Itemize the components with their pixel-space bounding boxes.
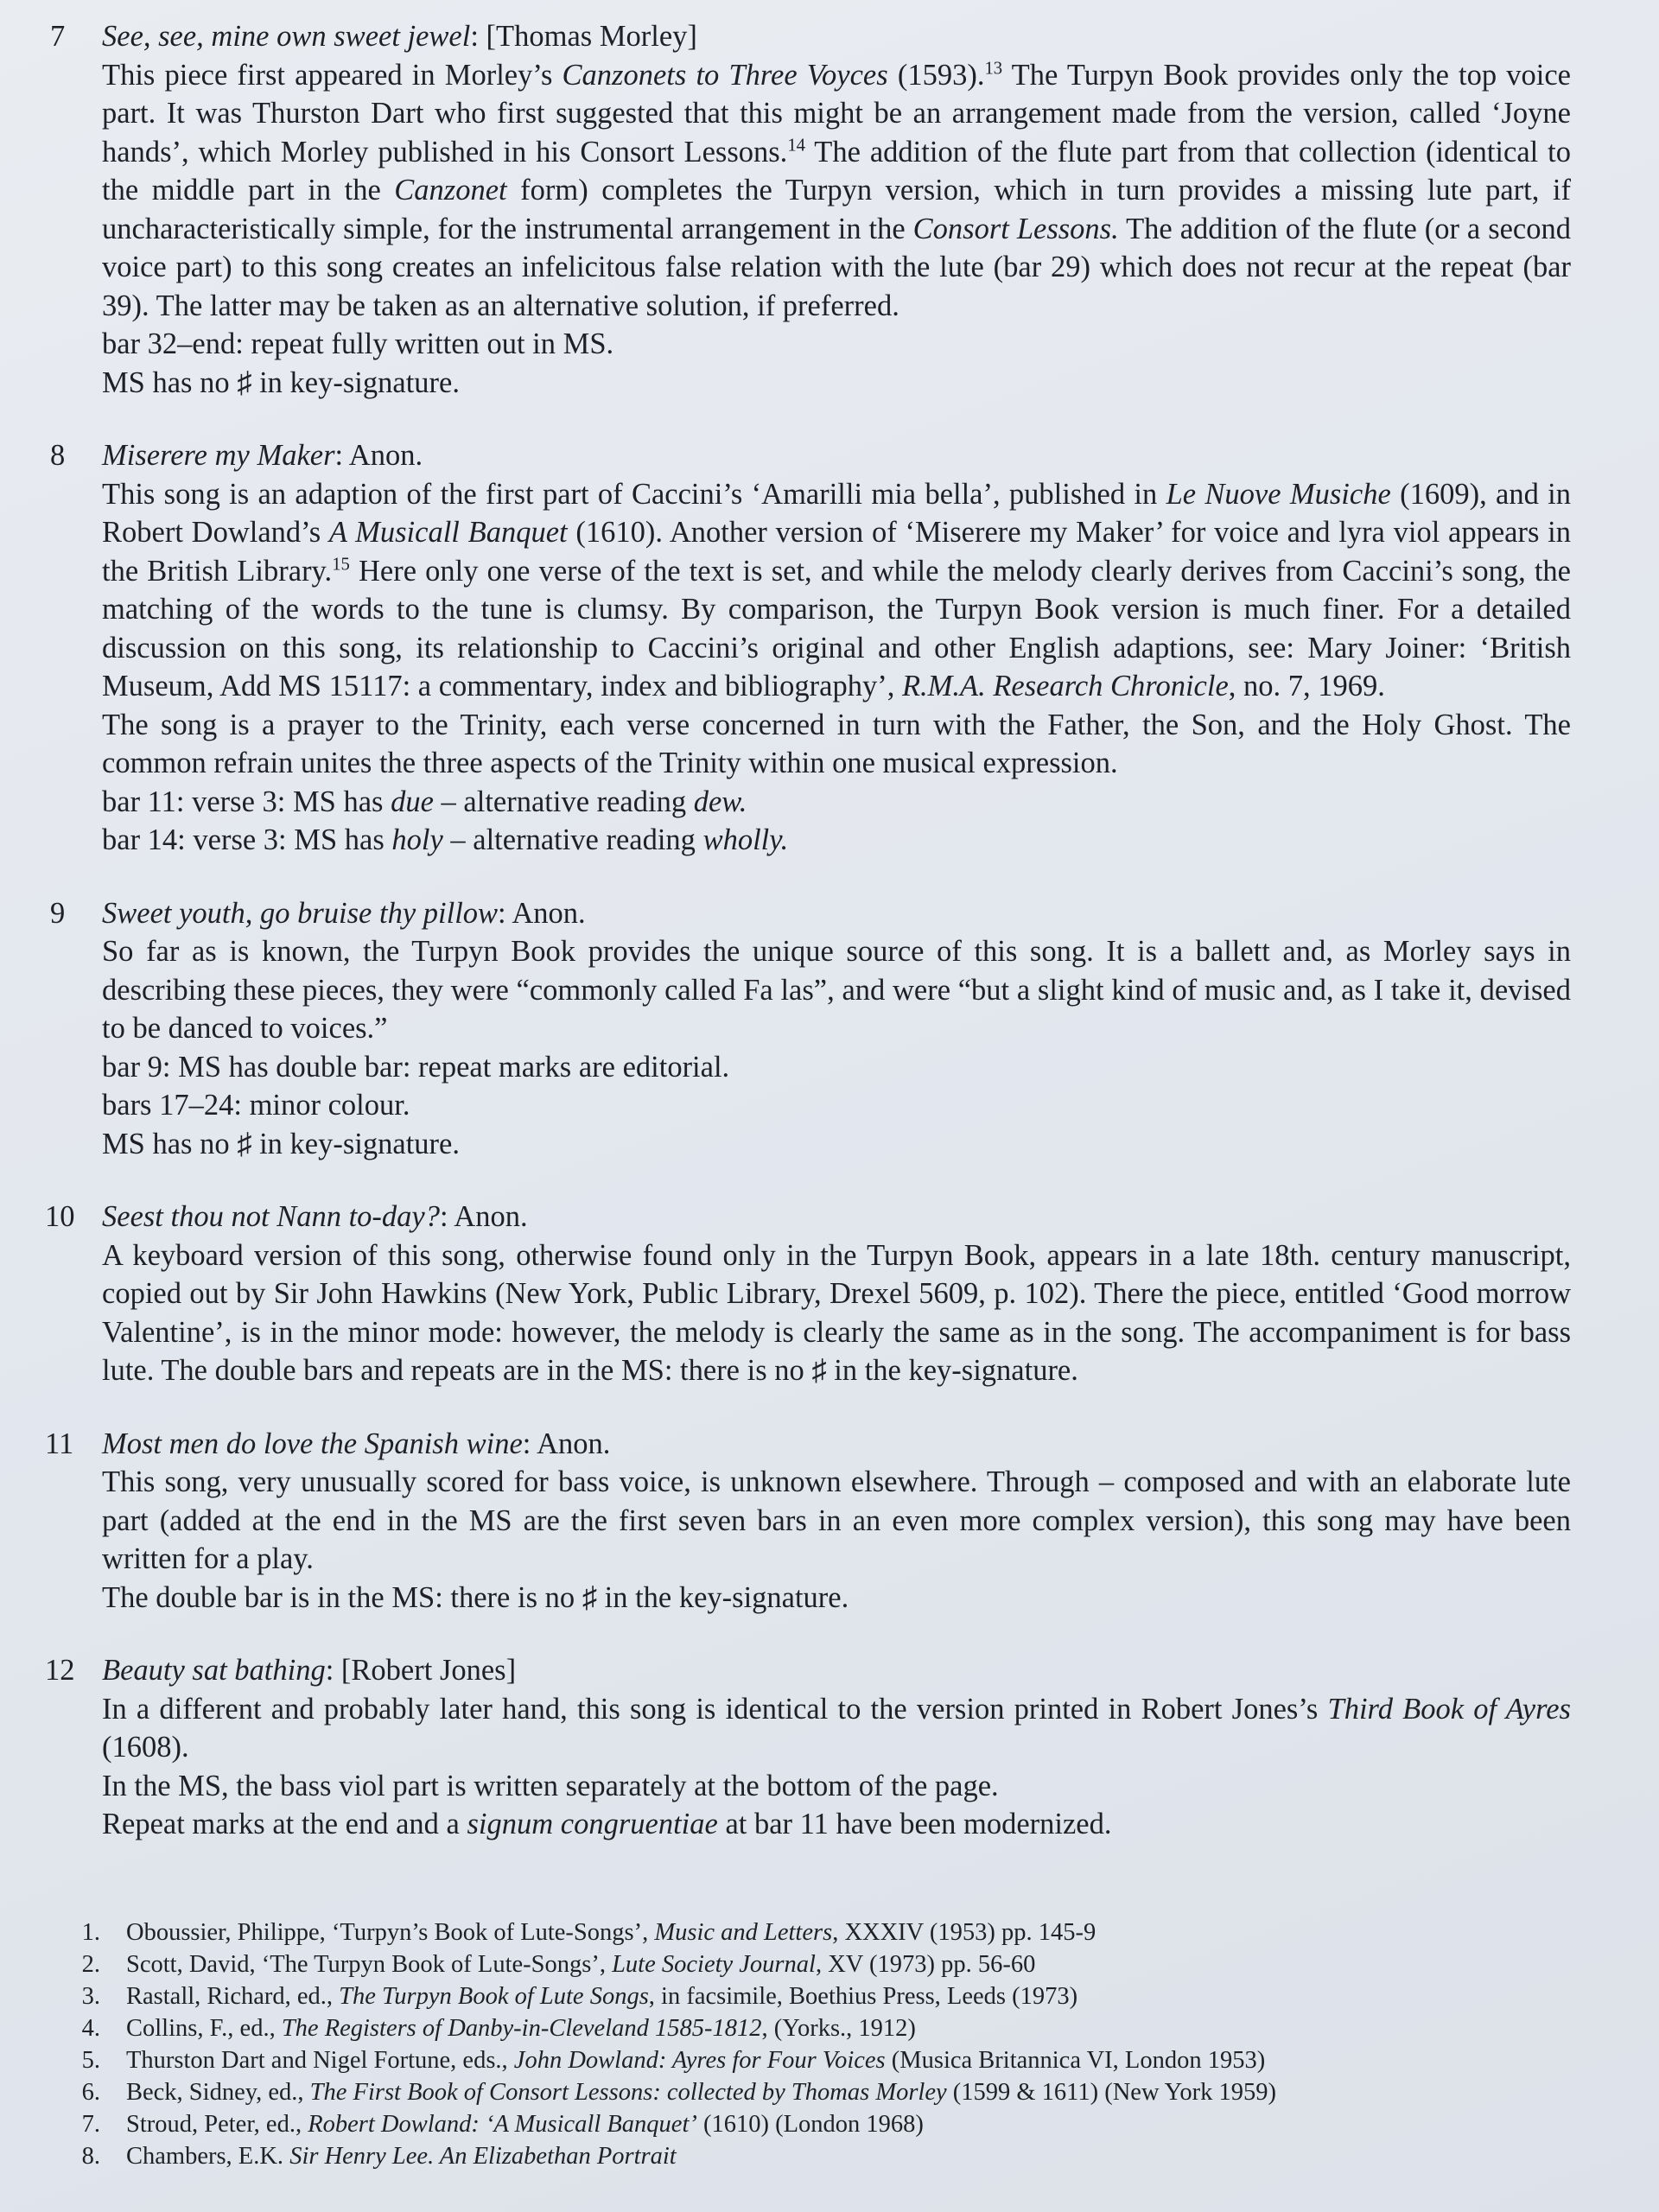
- song-title: Most men do love the Spanish wine: [102, 1427, 523, 1460]
- note-entry-10: [45, 1198, 1571, 1390]
- bar-note: MS has no ♯ in key-signature.: [102, 1127, 460, 1160]
- attribution: : [Robert Jones]: [325, 1654, 517, 1687]
- italic-text: Consort Lessons.: [912, 212, 1119, 245]
- entry-paragraph: In a different and probably later hand, this song is identical to the version printed in Robert Jones’s Third Book of Ayres (1608).: [102, 1692, 1571, 1764]
- song-title: Seest thou not Nann to-day?: [102, 1200, 440, 1233]
- entry-paragraph: This piece first appeared in Morley’s Canzonets to Three Voyces (1593).$^{13}$ The Turpyn Book provides only the top voice part. It was Thurston Dart who first suggested that this might be an arrangement made from the version, called ‘Joyne hands’, which Morley published in his Consort Lessons.$^{14}$ The addition of the flute part from that collection (identical to the middle part in the Canzonet form) completes the Turpyn version, which in turn provides a missing lute part, if uncharacteristically simple, for the instrumental arrangement in the Consort Lessons. The addition of the flute (or a second voice part) to this song creates an infelicitous false relation with the lute (bar 29) which does not recur at the repeat (bar 39). The latter may be taken as an alternative solution, if preferred.: [102, 58, 1571, 322]
- footnote-item: [69, 2076, 1400, 2108]
- italic-text: Music and Letters: [654, 1919, 833, 1946]
- note-entry-12: [45, 1651, 1571, 1844]
- footnote-text: Stroud, Peter, ed., Robert Dowland: ‘A Musicall Banquet’ (1610) (London 1968): [126, 2111, 924, 2138]
- entry-paragraph: This song, very unusually scored for bass voice, is unknown elsewhere. Through – composed and with an elaborate lute part (added at the end in the MS are the first seven bars in an even more complex version), this song may have been written for a play.: [102, 1465, 1571, 1575]
- italic-text: Le Nuove Musiche: [1166, 477, 1391, 511]
- entry-paragraph: This song is an adaption of the first part of Caccini’s ‘Amarilli mia bella’, published in Le Nuove Musiche (1609), and in Robert Dowland’s A Musicall Banquet (1610). Another version of ‘Miserere my Maker’ for voice and lyra viol appears in the British Library.$^{15}$ Here only one verse of the text is set, and while the melody clearly derives from Caccini’s song, the matching of the words to the tune is clumsy. By comparison, the Turpyn Book version is much finer. For a detailed discussion on this song, its relationship to Caccini’s original and other English adaptions, see: Mary Joiner: ‘British Museum, Add MS 15117: a commentary, index and bibliography’, R.M.A. Research Chronicle, no. 7, 1969.: [102, 477, 1572, 702]
- italic-text: Third Book of Ayres: [1327, 1692, 1571, 1726]
- italic-text: signum congruentiae: [467, 1808, 718, 1840]
- song-title: Sweet youth, go bruise thy pillow: [102, 896, 499, 930]
- footnote-text: Chambers, E.K. Sir Henry Lee. An Elizabethan Portrait: [126, 2143, 677, 2170]
- footnote-number: 2.: [81, 1951, 100, 1978]
- bar-note: bar 9: MS has double bar: repeat marks are editorial.: [102, 1050, 730, 1084]
- footnote-ref: 15: [332, 555, 350, 574]
- song-title: Miserere my Maker: [102, 439, 335, 472]
- entry-paragraph: A keyboard version of this song, otherwise found only in the Turpyn Book, appears in a late 18th. century manuscript, copied out by Sir John Hawkins (New York, Public Library, Drexel 5609, p. 102). There the piece, entitled ‘Good morrow Valentine’, is in the minor mode: however, the melody is clearly the same as in the song. The accompaniment is for bass lute. The double bars and repeats are in the MS: there is no ♯ in the key-signature.: [102, 1238, 1571, 1387]
- italic-text: The First Book of Consort Lessons: collected by Thomas Morley: [309, 2079, 947, 2106]
- entry-heading: [102, 436, 1571, 475]
- note-entry-9: [50, 894, 1571, 1164]
- bar-note: bars 17–24: minor colour.: [102, 1089, 410, 1122]
- entry-number: 11: [45, 1427, 74, 1460]
- entry-number: 9: [50, 896, 66, 930]
- footnote-item: [69, 2044, 1400, 2076]
- bar-note: MS has no ♯ in key-signature.: [102, 365, 460, 399]
- bar-note: bar 14: verse 3: MS has holy – alternative reading wholly.: [102, 823, 789, 856]
- italic-text: Robert Dowland: ‘A Musicall Banquet’: [308, 2111, 697, 2138]
- footnote-item: [69, 1980, 1400, 2012]
- italic-text: Canzonet: [394, 174, 507, 207]
- italic-text: wholly.: [702, 823, 789, 856]
- footnote-ref: 14: [787, 136, 805, 155]
- entry-heading: [102, 894, 1571, 933]
- italic-text: holy: [391, 823, 443, 856]
- italic-text: R.M.A. Research Chronicle: [901, 670, 1229, 702]
- entry-number: 8: [50, 439, 66, 472]
- footnote-number: 1.: [81, 1919, 100, 1946]
- footnote-text: Rastall, Richard, ed., The Turpyn Book of Lute Songs, in facsimile, Boethius Press, Leeds (1973): [126, 1983, 1078, 2010]
- notes-list: [45, 17, 1572, 1878]
- footnote-item: [69, 1916, 1400, 1948]
- entry-heading: [102, 17, 1571, 56]
- footnote-number: 5.: [81, 2047, 100, 2074]
- song-title: Beauty sat bathing: [102, 1654, 326, 1687]
- footnotes: [69, 1916, 1400, 2172]
- entry-paragraph: The song is a prayer to the Trinity, each verse concerned in turn with the Father, the Son, and the Holy Ghost. The common refrain unites the three aspects of the Trinity within one musical expression.: [102, 708, 1571, 779]
- italic-text: due: [391, 785, 434, 818]
- footnote-number: 8.: [81, 2143, 100, 2170]
- entry-number: 7: [50, 20, 66, 53]
- footnote-number: 7.: [81, 2111, 100, 2138]
- italic-text: The Registers of Danby-in-Cleveland 1585-1812: [281, 2015, 762, 2042]
- italic-text: A Musicall Banquet: [328, 516, 568, 549]
- attribution: : Anon.: [334, 439, 423, 472]
- footnote-item: [69, 2140, 1400, 2172]
- attribution: : Anon.: [522, 1427, 611, 1460]
- entry-paragraph: So far as is known, the Turpyn Book provides the unique source of this song. It is a ballett and, as Morley says in describing these pieces, they were “commonly called Fa las”, and were “but a slight kind of music and, as I take it, devised to be danced to voices.”: [102, 935, 1571, 1045]
- entry-heading: [102, 1425, 1571, 1464]
- footnote-ref: 13: [984, 59, 1003, 78]
- footnote-item: [69, 2108, 1400, 2140]
- bar-note: Repeat marks at the end and a signum congruentiae at bar 11 have been modernized.: [102, 1808, 1112, 1840]
- italic-text: The Turpyn Book of Lute Songs: [339, 1983, 649, 2010]
- bar-note: bar 32–end: repeat fully written out in MS.: [102, 327, 614, 360]
- entry-heading: [102, 1198, 1571, 1236]
- song-title: See, see, mine own sweet jewel: [102, 20, 471, 53]
- footnote-text: Collins, F., ed., The Registers of Danby-in-Cleveland 1585-1812, (Yorks., 1912): [126, 2015, 916, 2042]
- attribution: : [Thomas Morley]: [470, 20, 697, 53]
- italic-text: Lute Society Journal: [612, 1951, 816, 1978]
- footnote-number: 4.: [81, 2015, 100, 2042]
- italic-text: dew.: [693, 785, 747, 818]
- footnote-text: Beck, Sidney, ed., The First Book of Consort Lessons: collected by Thomas Morley (1599 & 1611) (New York 1959): [126, 2079, 1276, 2106]
- italic-text: John Dowland: Ayres for Four Voices: [513, 2047, 886, 2074]
- entry-heading: [102, 1651, 1571, 1690]
- footnote-text: Scott, David, ‘The Turpyn Book of Lute-Songs’, Lute Society Journal, XV (1973) pp. 56-60: [126, 1951, 1036, 1978]
- bar-note: In the MS, the bass viol part is written separately at the bottom of the page.: [102, 1769, 999, 1802]
- italic-text: Canzonets to Three Voyces: [562, 58, 888, 92]
- footnote-item: [69, 2012, 1400, 2044]
- footnote-number: 3.: [81, 1983, 100, 2010]
- note-entry-11: [45, 1425, 1571, 1618]
- bar-note: bar 11: verse 3: MS has due – alternative reading dew.: [102, 785, 747, 818]
- footnote-text: Thurston Dart and Nigel Fortune, eds., John Dowland: Ayres for Four Voices (Musica Britannica VI, London 1953): [126, 2047, 1266, 2074]
- attribution: : Anon.: [439, 1200, 528, 1233]
- note-entry-8: [50, 436, 1571, 860]
- footnote-text: Oboussier, Philippe, ‘Turpyn’s Book of Lute-Songs’, Music and Letters, XXXIV (1953) pp. 145-9: [126, 1919, 1096, 1946]
- italic-text: Sir Henry Lee. An Elizabethan Portrait: [289, 2143, 677, 2170]
- bar-note: The double bar is in the MS: there is no ♯ in the key-signature.: [102, 1580, 849, 1614]
- footnote-number: 6.: [81, 2079, 100, 2106]
- entry-number: 10: [45, 1200, 75, 1233]
- note-entry-7: [50, 17, 1571, 402]
- attribution: : Anon.: [498, 896, 586, 930]
- footnote-item: [69, 1948, 1400, 1980]
- entry-number: 12: [45, 1654, 75, 1687]
